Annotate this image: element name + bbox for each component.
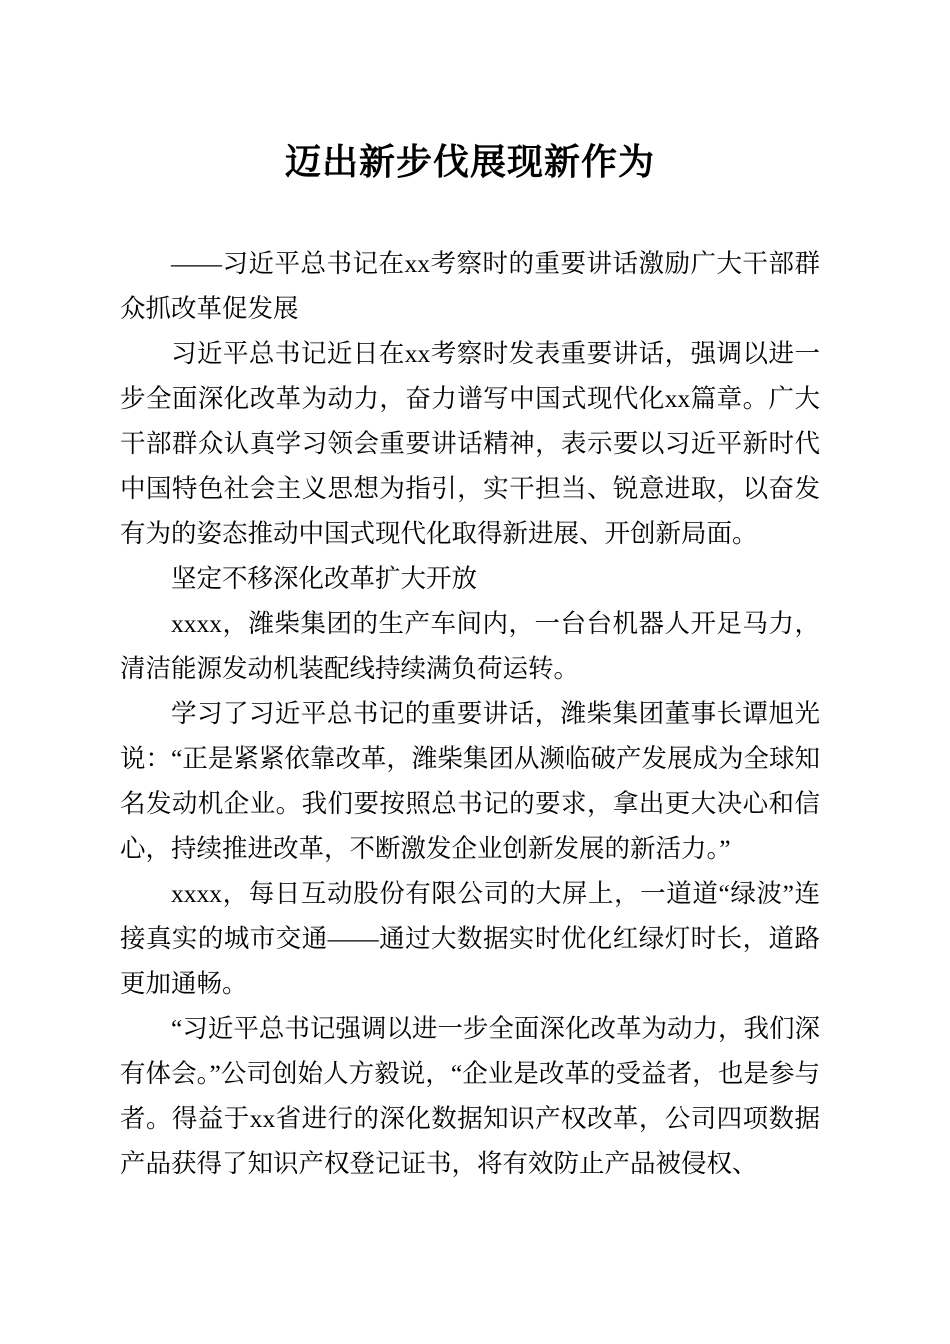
document-title: 迈出新步伐展现新作为 [284, 142, 655, 182]
paragraph-weichai-workshop: xxxx，潍柴集团的生产车间内，一台台机器人开足马力，清洁能源发动机装配线持续满负荷运转。 [120, 609, 820, 683]
paragraph-weichai-quote: 学习了习近平总书记的重要讲话，潍柴集团董事长谭旭光说：“正是紧紧依靠改革，潍柴集团从濒临破产发展成为全球知名发动机企业。我们要按照总书记的要求，拿出更大决心和信心，持续推进改革，不断激发企业创新发展的新活力。” [120, 699, 820, 863]
document-body [120, 241, 820, 1186]
paragraph-subtitle-dash-line: ——习近平总书记在xx考察时的重要讲话激励广大干部群众抓改革促发展 [120, 249, 820, 323]
paragraph-lead: 习近平总书记近日在xx考察时发表重要讲话，强调以进一步全面深化改革为动力，奋力谱写中国式现代化xx篇章。广大干部群众认真学习领会重要讲话精神，表示要以习近平新时代中国特色社会主义思想为指引，实干担当、锐意进取，以奋发有为的姿态推动中国式现代化取得新进展、开创新局面。 [120, 339, 820, 548]
paragraph-fangyi-quote: “习近平总书记强调以进一步全面深化改革为动力，我们深有体会。”公司创始人方毅说，“企业是改革的受益者，也是参与者。得益于xx省进行的深化数据知识产权改革，公司四项数据产品获得了知识产权登记证书，将有效防止产品被侵权、 [120, 1014, 820, 1178]
paragraph-getui-screen: xxxx，每日互动股份有限公司的大屏上，一道道“绿波”连接真实的城市交通——通过大数据实时优化红绿灯时长，道路更加通畅。 [120, 879, 820, 998]
paragraph-section-heading: 坚定不移深化改革扩大开放 [171, 564, 478, 593]
